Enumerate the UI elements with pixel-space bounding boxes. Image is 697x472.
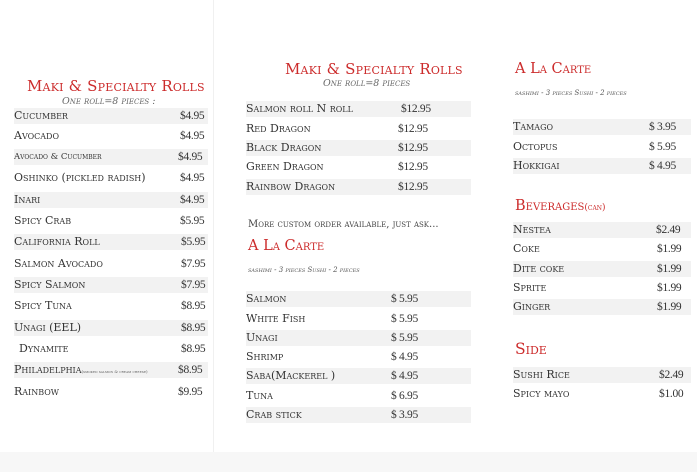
menu-item (14, 234, 208, 250)
item-name: Octopus (513, 140, 558, 153)
item-price: $5.95 (180, 215, 205, 227)
menu-item (246, 388, 471, 404)
menu-item (14, 256, 208, 272)
item-name: Tamago (513, 120, 554, 133)
menu-item (513, 280, 691, 296)
item-name: Oshinko (pickled radish) (14, 171, 146, 184)
item-price: $1.99 (657, 301, 682, 313)
item-name: Tuna (246, 389, 273, 402)
item-price: $12.95 (398, 181, 428, 193)
alacarte-subtitle: sashimi - 3 pieces Sushi - 2 pieces (248, 266, 360, 274)
middle-section-title: Maki & Specialty Rolls (285, 60, 463, 78)
item-name: Spicy Crab (14, 214, 72, 227)
middle-section-subtitle: One roll=8 pieces (323, 78, 411, 89)
left-section-subtitle: One roll=8 pieces : (62, 96, 156, 107)
item-price: $4.95 (180, 130, 205, 142)
menu-item (246, 330, 471, 346)
menu-item (246, 140, 471, 156)
item-name: Salmon (246, 292, 287, 305)
item-price: $1.99 (657, 243, 682, 255)
menu-item (513, 241, 691, 257)
menu-item (246, 179, 471, 195)
beverages-suffix: (can) (584, 203, 606, 213)
left-section-title: Maki & Specialty Rolls (27, 77, 205, 95)
item-price: $ 3.95 (391, 409, 418, 421)
item-name: Salmon roll N roll (246, 102, 353, 115)
item-name: Spicy mayo (513, 387, 570, 400)
item-name: Nestea (513, 223, 551, 236)
item-name: Avocado & Cucumber (14, 152, 102, 162)
item-name: Dynamite (19, 342, 69, 355)
item-price: $ 3.95 (649, 121, 676, 133)
item-price: $ 5.95 (391, 313, 418, 325)
item-price: $12.95 (398, 142, 428, 154)
menu-item (513, 158, 691, 174)
item-price: $7.95 (181, 258, 206, 270)
item-name: Coke (513, 242, 540, 255)
item-name: Shrimp (246, 350, 284, 363)
menu-item (14, 277, 208, 293)
item-price: $ 5.95 (391, 332, 418, 344)
item-price: $2.49 (659, 369, 684, 381)
item-name: Hokkigai (513, 159, 560, 172)
item-name: Unagi (EEL) (14, 321, 82, 334)
menu-page-right (500, 0, 697, 472)
menu-item (513, 386, 691, 402)
menu-item (246, 101, 471, 117)
menu-item (14, 192, 208, 208)
menu-item (246, 121, 471, 137)
item-name: Rainbow (14, 385, 60, 398)
item-price: $ 4.95 (391, 351, 418, 363)
menu-item (14, 128, 208, 144)
item-price: $1.99 (657, 282, 682, 294)
item-price: $ 6.95 (391, 390, 418, 402)
menu-item (14, 213, 208, 229)
item-price: $4.95 (178, 151, 203, 163)
menu-item (14, 384, 208, 400)
item-name: Red Dragon (246, 122, 311, 135)
item-name: Avocado (14, 129, 60, 142)
item-price: $ 4.95 (391, 370, 418, 382)
menu-item (14, 298, 208, 314)
item-name: Green Dragon (246, 160, 324, 173)
item-price: $12.95 (398, 123, 428, 135)
menu-page-middle (232, 0, 484, 472)
item-price: $8.95 (181, 322, 206, 334)
item-price: $8.95 (178, 364, 203, 376)
item-note: (smoked salmon & cream cheese) (81, 369, 148, 374)
item-name: Sushi Rice (513, 368, 570, 381)
menu-item (513, 119, 691, 135)
bottom-strip (0, 452, 697, 472)
item-name: California Roll (14, 235, 100, 248)
item-name: Spicy Tuna (14, 299, 72, 312)
menu-item (14, 362, 208, 378)
menu-item (246, 368, 471, 384)
alacarte-title: A La Carte (515, 61, 592, 77)
side-title: Side (515, 340, 547, 358)
menu-item (513, 139, 691, 155)
alacarte-subtitle: sashimi - 3 pieces Sushi - 2 pieces (515, 89, 627, 97)
menu-item (513, 261, 691, 277)
menu-item (246, 159, 471, 175)
menu-item (14, 149, 208, 165)
item-name: Inari (14, 193, 41, 206)
item-name: White Fish (246, 312, 306, 325)
menu-item (513, 367, 691, 383)
item-name: Spicy Salmon (14, 278, 86, 291)
item-name-text: Philadelphia (14, 363, 82, 376)
item-name: Ginger (513, 300, 551, 313)
menu-item (14, 341, 208, 357)
menu-item (246, 349, 471, 365)
item-price: $4.95 (180, 194, 205, 206)
item-name: Black Dragon (246, 141, 322, 154)
beverages-title-text: Beverages (515, 198, 585, 214)
custom-order-note: More custom order available, just ask... (248, 219, 439, 230)
item-price: $8.95 (181, 300, 206, 312)
menu-item (246, 311, 471, 327)
item-price: $1.99 (657, 263, 682, 275)
item-price: $9.95 (178, 386, 203, 398)
menu-item (246, 407, 471, 423)
item-name: Dite coke (513, 262, 565, 275)
item-price: $ 5.95 (391, 293, 418, 305)
menu-item (14, 320, 208, 336)
menu-item (513, 299, 691, 315)
item-price: $4.95 (180, 172, 205, 184)
item-price: $ 5.95 (649, 141, 676, 153)
menu-item (14, 170, 208, 186)
menu-item (14, 108, 208, 124)
item-price: $12.95 (401, 103, 431, 115)
item-price: $5.95 (181, 236, 206, 248)
item-name: Saba(Mackerel ) (246, 369, 336, 382)
item-price: $4.95 (180, 110, 205, 122)
item-name: Crab stick (246, 408, 302, 421)
item-price: $12.95 (398, 161, 428, 173)
item-name: Salmon Avocado (14, 257, 103, 270)
item-price: $ 4.95 (649, 160, 676, 172)
item-name: Cucumber (14, 109, 68, 122)
item-name: Rainbow Dragon (246, 180, 336, 193)
item-price: $2.49 (656, 224, 681, 236)
item-name (14, 362, 148, 380)
item-price: $7.95 (181, 279, 206, 291)
item-price: $1.00 (659, 388, 684, 400)
alacarte-title: A La Carte (248, 238, 325, 254)
item-name: Sprite (513, 281, 547, 294)
menu-item (513, 222, 691, 238)
item-name: Unagi (246, 331, 278, 344)
menu-item (246, 291, 471, 307)
beverages-title (515, 198, 606, 214)
menu-page-left (0, 0, 214, 472)
item-price: $8.95 (181, 343, 206, 355)
